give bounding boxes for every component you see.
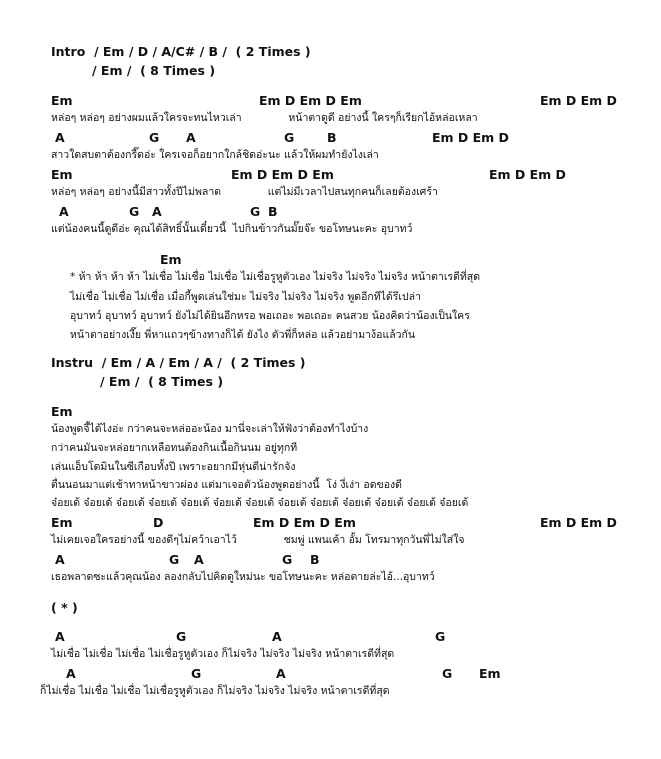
chord: Em — [51, 515, 73, 530]
chorus-repeat-marker: ( * ) — [51, 600, 78, 615]
lyric-line: น้องพูดจี้ได้ไงอ่ะ กว่าคนจะหล่ออะน้อง มานี่จะเล่าให้ฟังว่าต้องทำไงบ้าง — [51, 423, 369, 435]
chord: G — [284, 130, 295, 145]
chord: Em D Em D — [540, 93, 617, 108]
chord: A — [152, 204, 162, 219]
chord: D — [153, 515, 164, 530]
chord: G — [191, 666, 202, 681]
chord: A — [66, 666, 76, 681]
chord: A — [55, 629, 65, 644]
lyric-line: ไม่เชื่อ ไม่เชื่อ ไม่เชื่อ ไม่เชื่อรูหูตัวเอง ก็ไม่จริง ไม่จริง ไม่จริง หน้าตาเรดีที่สุด — [51, 648, 395, 660]
lyric-line: เล่นแอ็บโดมินในซีเกือบทั้งปี เพราะอยากมีหุ่นดีน่ารักจัง — [51, 461, 296, 473]
chord: G — [282, 552, 293, 567]
chord: Em D Em D — [432, 130, 509, 145]
chord: G — [149, 130, 160, 145]
lyric-line: * ห้า ห้า ห้า ห้า ไม่เชื่อ ไม่เชื่อ ไม่เชื่อ ไม่เชื่อรูหูตัวเอง ไม่จริง ไม่จริง ไม่จริง หน้าตาเรดีที่สุด — [70, 271, 481, 283]
chord: Em D Em D Em — [253, 515, 356, 530]
chord: G — [176, 629, 187, 644]
chord: Em — [51, 93, 73, 108]
chord: G — [435, 629, 446, 644]
chord: B — [310, 552, 320, 567]
chord: A — [194, 552, 204, 567]
chord: A — [55, 552, 65, 567]
lyric-line: จ๋อยเด้ จ๋อยเด้ จ๋อยเด้ จ๋อยเด้ จ๋อยเด้ จ๋อยเด้ จ๋อยเด้ จ๋อยเด้ จ๋อยเด้ จ๋อยเด้ จ๋อยเด้ จ๋อยเด้ จ๋อยเด้ — [51, 497, 469, 509]
chord: G — [250, 204, 261, 219]
lyric-line: ตื่นนอนมาแต่เช้าทาหน้าขาวผ่อง แต่มาเจอตัวน้องพูดอย่างนี้ โง่ งี่เง่า อดของดี — [51, 479, 402, 491]
chord: Em D Em D — [540, 515, 617, 530]
intro-line: Intro / Em / D / A/C# / B / ( 2 Times ) — [51, 44, 311, 59]
chord: A — [272, 629, 282, 644]
chord: G — [442, 666, 453, 681]
lyric-line: กว่าคนมันจะหล่อยากเหลือทนต้องกินเนื้อกินนม อยู่ทุกที — [51, 442, 298, 454]
chord: Em D Em D — [489, 167, 566, 182]
intro-repeat-line: / Em / ( 8 Times ) — [92, 63, 216, 78]
lyric-line: แต่น้องคนนี้ดูดีอ่ะ คุณได้สิทธิ์นั้นเดี๋ยวนี้ ไปกินข้าวกันมั๊ยจ๊ะ ขอโทษนะคะ อุบาทว์ — [51, 223, 413, 235]
chord: Em D Em D Em — [259, 93, 362, 108]
lyric-line: หล่อๆ หล่อๆ อย่างนี้มีสาวทั้งปีไม่พลาด แต่ไม่มีเวลาไปสนทุกคนก็เลยต้องเศร้า — [51, 186, 438, 198]
chord: Em — [51, 404, 73, 419]
chord: G — [169, 552, 180, 567]
lyric-line: ก็ไม่เชื่อ ไม่เชื่อ ไม่เชื่อ ไม่เชื่อรูหูตัวเอง ก็ไม่จริง ไม่จริง ไม่จริง หน้าตาเรดีที่สุด — [40, 685, 390, 697]
lyric-line: อุบาทว์ อุบาทว์ อุบาทว์ ยังไม่ได้ยินอีกหรอ พอเถอะ พอเถอะ คนสวย น้องคิดว่าน้องเป็นใคร — [70, 310, 470, 322]
chord: Em — [479, 666, 501, 681]
chord: A — [55, 130, 65, 145]
chord: A — [186, 130, 196, 145]
chord: A — [59, 204, 69, 219]
chord: Em D Em D Em — [231, 167, 334, 182]
chord: B — [327, 130, 337, 145]
chord: Em — [160, 252, 182, 267]
lyric-line: หล่อๆ หล่อๆ อย่างผมแล้วใครจะทนไหวเล่า หน้าตาดูดี อย่างนี้ ใครๆก็เรียกไอ้หล่อเหลา — [51, 112, 478, 124]
chord: G — [129, 204, 140, 219]
lyric-line: ไม่เคยเจอใครอย่างนี้ ของดีๆไม่คว้าเอาไว้ ชมพู่ แพนเค้า อั้ม โทรมาทุกวันพี่ไม่ใส่ใจ — [51, 534, 465, 546]
chord: Em — [51, 167, 73, 182]
lyric-line: ไม่เชื่อ ไม่เชื่อ ไม่เชื่อ เมื่อกี้พูดเล่นใช่มะ ไม่จริง ไม่จริง ไม่จริง พูดอีกทีได้รึเปล่า — [70, 291, 421, 303]
lyric-line: สาวใดสบตาต้องกรี๊ดอ่ะ ใครเจอก็อยากใกล้ชิดอ่ะนะ แล้วให้ผมทำยังไงเล่า — [51, 149, 379, 161]
instru-line: Instru / Em / A / Em / A / ( 2 Times ) — [51, 355, 306, 370]
lyric-line: หน้าตาอย่างเงี๊ย พี่หาแถวๆข้างทางก็ได้ ยังไง ตัวพี่ก็หล่อ แล้วอย่ามาง้อแล้วกัน — [70, 329, 416, 341]
lyric-line: เธอพลาดซะแล้วคุณน้อง ลองกลับไปคิดดูใหม่นะ ขอโทษนะคะ หล่อตายล่ะไอ้...อุบาทว์ — [51, 571, 435, 583]
instru-repeat-line: / Em / ( 8 Times ) — [100, 374, 224, 389]
chord: B — [268, 204, 278, 219]
chord: A — [276, 666, 286, 681]
